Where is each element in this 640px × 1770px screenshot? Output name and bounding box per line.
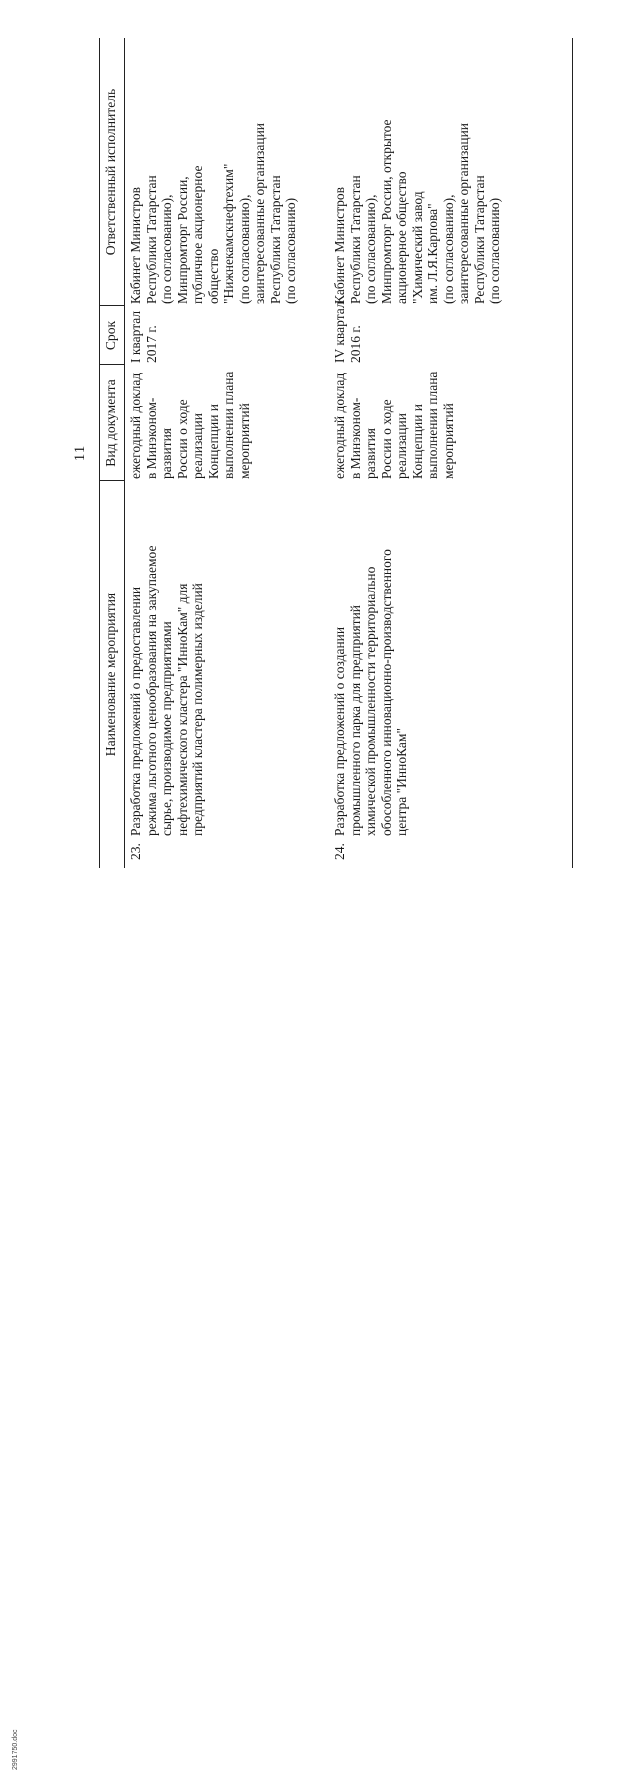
- row-name: Разработка предложений о создании промышленного парка для предприятий химической промышленности территориально обособленного инновационно-производственного центра "ИнноКам": [332, 549, 409, 836]
- header-name: Наименование мероприятия: [99, 480, 125, 868]
- document-code: 2991750.doc: [12, 1729, 19, 1770]
- header-term: Срок: [99, 305, 125, 365]
- table-row: [124, 38, 360, 868]
- table-row: [328, 38, 564, 868]
- row-number: 24.: [332, 843, 347, 860]
- row-responsible: Кабинет Министров Республики Татарстан (по согласованию), Минпромторг России, публичное акционерное общество "Нижнекамскнефтехим" (по согласованию), заинтересованные организации Республики Татарстан (по согласованию): [128, 122, 298, 304]
- header-document: Вид документа: [99, 364, 125, 481]
- table-bottom-rule: [572, 38, 573, 868]
- row-term: I квартал 2017 г.: [128, 310, 159, 363]
- row-responsible: Кабинет Министров Республики Татарстан (по согласованию), Минпромторг России, открытое акционерное общество "Химический завод им. Л.Я.Карпова" (по согласованию), заинтересованные организации Республики Татарстан (по согласованию): [332, 119, 502, 304]
- page-number: 11: [72, 444, 88, 462]
- row-name: Разработка предложений о предоставлении режима льготного ценообразования на закупаемое сырье, производимое предприятиями нефтехимического кластера "ИнноКам" для предприятий кластера полимерных изделий: [128, 545, 205, 836]
- row-term: IV квартал 2016 г.: [332, 301, 363, 363]
- header-responsible: Ответственный исполнитель: [99, 38, 125, 306]
- row-document: ежегодный доклад в Минэконом- развития России о ходе реализации Концепции и выполнении плана мероприятий: [332, 371, 456, 479]
- rotated-page: [66, 38, 586, 868]
- row-number: 23.: [128, 843, 143, 860]
- row-document: ежегодный доклад в Минэконом- развития России о ходе реализации Концепции и выполнении плана мероприятий: [128, 371, 252, 479]
